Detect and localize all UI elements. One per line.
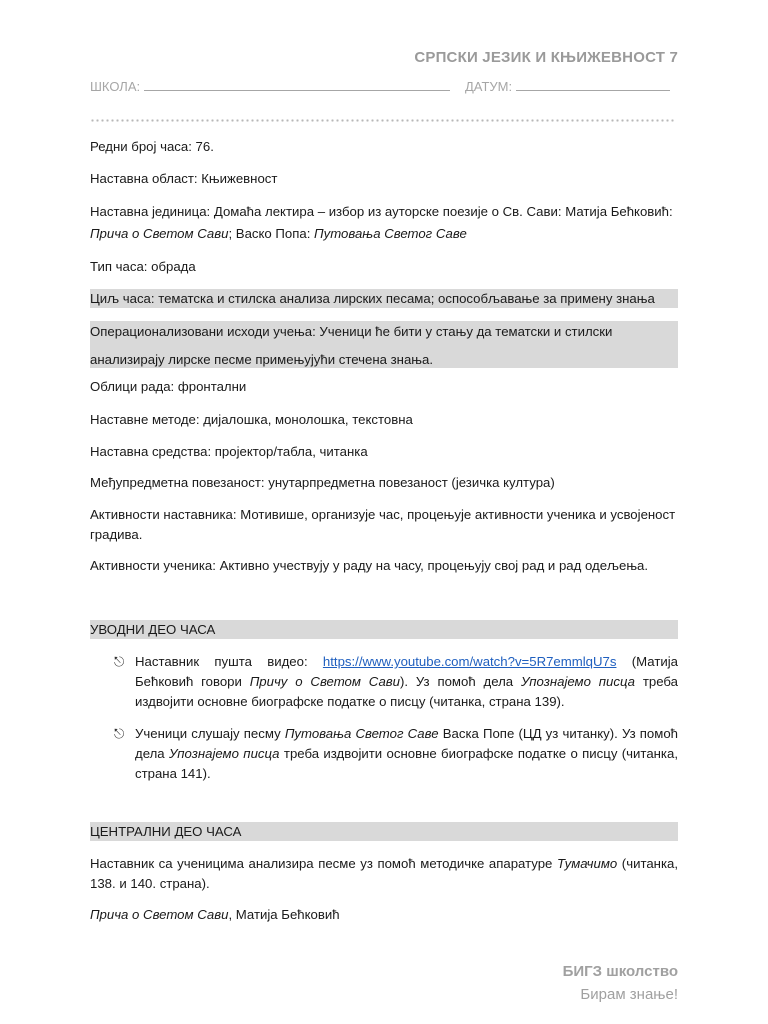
school-field[interactable] xyxy=(144,78,450,91)
outcomes-line1: Операционализовани исходи учења: Ученици ће бити у стању да тематски и стилски xyxy=(90,324,613,339)
bullet1-text-b: ). Уз помоћ дела xyxy=(400,674,521,689)
teacher-activities: Активности наставника: Мотивише, организује час, процењује активности ученика и усвојеност градива. xyxy=(90,507,676,542)
central-p1-section: Тумачимо xyxy=(556,856,618,871)
lesson-unit-prefix: Наставна јединица: Домаћа лектира – избор из ауторске поезије о Св. Сави: Матија Бећковић: xyxy=(90,204,673,219)
lesson-correlation: Међупредметна повезаност: унутарпредметна повезаност (језичка култура) xyxy=(90,475,555,490)
lesson-unit xyxy=(90,201,678,245)
central-p1-text-b: (читанка, 138. и 140. страна). xyxy=(90,856,679,891)
school-date-line xyxy=(90,78,680,94)
bullet2-text-b: Васка Попе (ЦД уз читанку). Уз помоћ дела xyxy=(135,726,678,761)
publisher-slogan: Бирам знање! xyxy=(580,986,678,1003)
bullet2-text-c: треба издвојити основне биографске податке о писцу (читанка, страна 141). xyxy=(135,746,678,781)
lesson-number: Редни број часа: 76. xyxy=(90,139,214,154)
outcomes-line2: анализирају лирске песме примењујући стечена знања. xyxy=(90,352,434,367)
central-paragraph xyxy=(90,854,678,894)
bullet1-work: Причу о Светом Сави xyxy=(249,674,401,689)
publisher-brand: БИГЗ школство xyxy=(562,963,678,980)
hand-pointer-icon: ⎋ xyxy=(114,654,125,669)
youtube-link[interactable]: https://www.youtube.com/watch?v=5R7emmlqU7s xyxy=(322,654,617,669)
list-item xyxy=(90,724,678,784)
lesson-type: Тип часа: обрада xyxy=(90,259,196,274)
hand-pointer-icon: ⎋ xyxy=(114,726,125,741)
lesson-unit-work2: Путовања Светог Саве xyxy=(314,226,467,241)
student-activities: Активности ученика: Активно учествују у раду на часу, процењују свој рад и рад одељења. xyxy=(90,558,649,573)
subject-title: СРПСКИ ЈЕЗИК И КЊИЖЕВНОСТ 7 xyxy=(414,49,678,66)
bullet1-text: Наставник пушта видео: xyxy=(135,654,323,669)
bullet1-section: Упознајемо писца xyxy=(521,674,635,689)
lesson-unit-work1: Прича о Светом Сави xyxy=(90,226,229,241)
central-p1-text: Наставник са ученицима анализира песме уз помоћ методичке апаратуре xyxy=(90,856,557,871)
intro-heading: УВОДНИ ДЕО ЧАСА xyxy=(90,620,678,639)
bullet2-work: Путовања Светог Саве xyxy=(284,726,439,741)
poem-title-line xyxy=(90,905,678,925)
lesson-outcomes xyxy=(90,321,678,368)
date-label: ДАТУМ: xyxy=(465,79,513,94)
intro-bullet-list xyxy=(90,652,678,796)
school-label: ШКОЛА: xyxy=(90,79,141,94)
bullet1-text-a: (Матија Бећковић говори xyxy=(135,654,678,689)
list-item xyxy=(90,652,678,712)
lesson-unit-separator: ; Васко Попа: xyxy=(228,226,315,241)
poem-author: , Матија Бећковић xyxy=(228,907,340,922)
lesson-methods: Наставне методе: дијалошка, монолошка, текстовна xyxy=(90,412,413,427)
lesson-area: Наставна област: Књижевност xyxy=(90,171,278,186)
bullet2-section: Упознајемо писца xyxy=(169,746,280,761)
date-field[interactable] xyxy=(516,78,670,91)
lesson-goal: Циљ часа: тематска и стилска анализа лирских песама; оспособљавање за примену знања xyxy=(90,289,678,308)
bullet1-text-c: треба издвојити основне биографске податке о писцу (читанка, страна 139). xyxy=(135,674,678,709)
central-heading: ЦЕНТРАЛНИ ДЕО ЧАСА xyxy=(90,822,678,841)
poem-title: Прича о Светом Сави xyxy=(90,907,229,922)
bullet2-text: Ученици слушају песму xyxy=(135,726,285,741)
lesson-forms: Облици рада: фронтални xyxy=(90,379,247,394)
lesson-tools: Наставна средства: пројектор/табла, читанка xyxy=(90,444,368,459)
dotted-divider xyxy=(90,115,674,125)
